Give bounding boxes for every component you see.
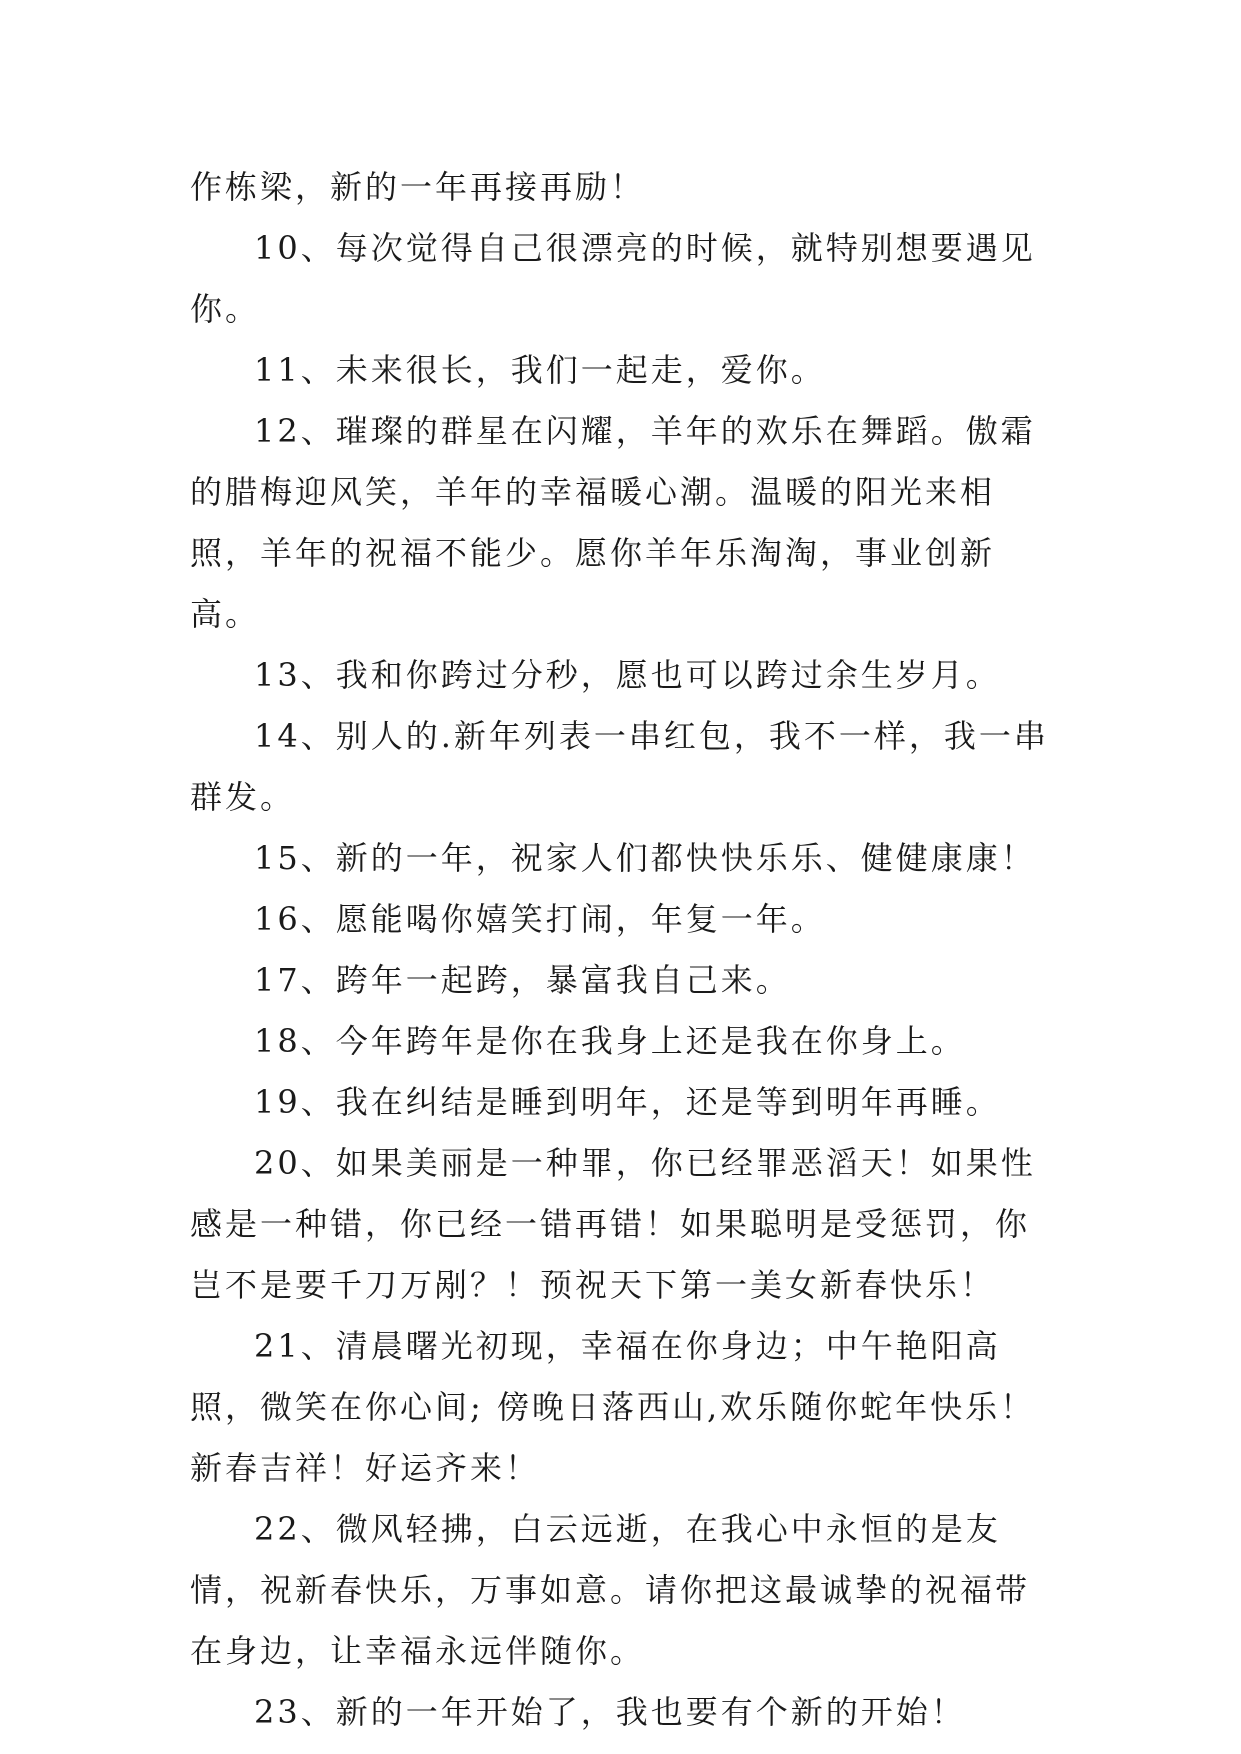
paragraph-continuation: 作栋梁，新的一年再接再励！ — [190, 168, 646, 206]
paragraph-item-17: 17、跨年一起跨，暴富我自己来。 — [254, 961, 791, 999]
paragraph-item-12: 12、璀璨的群星在闪耀，羊年的欢乐在舞蹈。傲霜的腊梅迎风笑，羊年的幸福暖心潮。温暖的阳光来相照，羊年的祝福不能少。愿你羊年乐淘淘，事业创新高。 — [190, 412, 1036, 633]
paragraph-item-14: 14、别人的.新年列表一串红包，我不一样，我一串群发。 — [190, 717, 1049, 816]
paragraph-item-20: 20、如果美丽是一种罪，你已经罪恶滔天！如果性感是一种错，你已经一错再错！如果聪明是受惩罚，你岂不是要千刀万剐？！预祝天下第一美女新春快乐！ — [190, 1144, 1036, 1304]
paragraph-item-15: 15、新的一年，祝家人们都快快乐乐、健健康康！ — [254, 839, 1036, 877]
paragraph-item-23: 23、新的一年开始了，我也要有个新的开始！ — [254, 1693, 966, 1731]
paragraph-item-19: 19、我在纠结是睡到明年，还是等到明年再睡。 — [254, 1083, 1001, 1121]
paragraph-item-16: 16、愿能喝你嬉笑打闹，年复一年。 — [254, 900, 826, 938]
paragraph-item-13: 13、我和你跨过分秒，愿也可以跨过余生岁月。 — [254, 656, 1001, 694]
paragraph-item-10: 10、每次觉得自己很漂亮的时候，就特别想要遇见你。 — [190, 229, 1036, 328]
paragraph-item-21: 21、清晨曙光初现，幸福在你身边；中午艳阳高照，微笑在你心间; 傍晚日落西山,欢乐随你蛇年快乐！新春吉祥！好运齐来！ — [190, 1327, 1036, 1487]
paragraph-item-11: 11、未来很长，我们一起走，爱你。 — [254, 351, 826, 389]
paragraph-item-18: 18、今年跨年是你在我身上还是我在你身上。 — [254, 1022, 966, 1060]
paragraph-item-22: 22、微风轻拂，白云远逝，在我心中永恒的是友情，祝新春快乐，万事如意。请你把这最诚挚的祝福带在身边，让幸福永远伴随你。 — [190, 1510, 1031, 1670]
document-body — [190, 157, 1060, 1743]
